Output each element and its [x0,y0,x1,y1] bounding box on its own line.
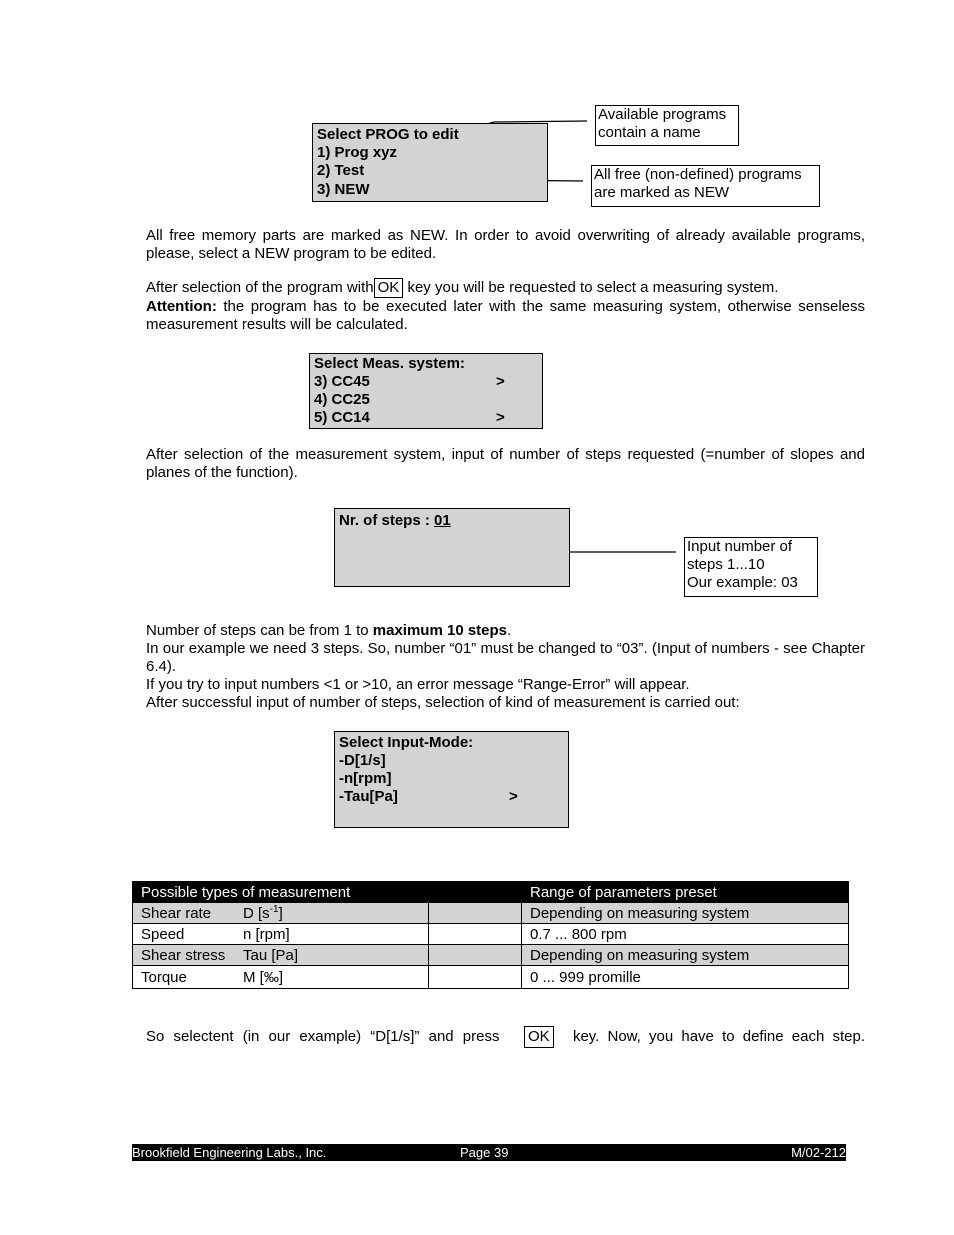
lcd-line: -n[rpm] [339,770,392,787]
para-text: So selectent (in our example) “D[1/s]” and press [146,1028,500,1045]
lcd-select-input-mode [334,731,569,828]
callout-line: All free (non-defined) programs [594,166,802,183]
table-header-cell: Range of parameters preset [522,882,849,903]
footer-company: Brookfield Engineering Labs., Inc. [132,1145,327,1160]
para-text: If you try to input numbers <1 or >10, an error message “Range-Error” will appear. [146,676,690,693]
table-header-cell [429,882,522,903]
para-text: After successful input of number of steps, selection of kind of measurement is carried out: [146,694,740,711]
table-cell-range: Depending on measuring system [522,945,849,966]
footer-page-number: Page 39 [460,1145,509,1160]
callout-line: are marked as NEW [594,184,730,201]
table-cell-range: 0.7 ... 800 rpm [522,924,849,945]
callout-line: Available programs [598,106,727,123]
table-cell-range: 0 ... 999 promille [522,966,849,989]
steps-value: 01 [434,512,451,529]
lcd-nr-of-steps [334,508,570,587]
table-row [133,966,849,989]
steps-label: Nr. of steps : [339,512,435,529]
footer-doc-id: M/02-212 [791,1145,846,1160]
para-bold: maximum 10 steps [372,622,508,639]
para-text: key. Now, you have to define each step. [572,1028,865,1045]
table-row [133,924,849,945]
attention-label: Attention: [146,298,217,315]
table-cell-empty [429,966,522,989]
measurement-types-table [132,881,849,989]
table-cell-type: Shear rate D $[s^{-1}]$ [133,903,429,924]
paragraph-free-memory: All free memory parts are marked as NEW. In order to avoid overwriting of already available programs, please, select a NEW program to be edited. [146,227,865,262]
lcd-title: Select Meas. system: [314,355,465,372]
table-cell-empty [429,924,522,945]
table-cell-empty [429,903,522,924]
para-text: After selection of the program with [146,279,374,296]
lcd-line: -Tau[Pa] [339,788,398,805]
table-row [133,903,849,924]
table-cell-type: Shear stress Tau [Pa] [133,945,429,966]
paragraph-select-system [146,278,865,334]
para-text: Number of steps can be from 1 to [146,622,373,639]
callout-free-programs [591,165,820,207]
callout-input-number [684,537,818,597]
para-text: In our example we need 3 steps. So, number “01” must be changed to “03”. (Input of numbers - see Chapter 6.4). [146,640,865,675]
lcd-arrow: > [496,409,505,426]
callout-line: Our example: 03 [687,574,798,591]
lcd-arrow: > [496,373,505,390]
lcd-line: 4) CC25 [314,391,370,408]
ok-key-label: OK [524,1026,554,1048]
lcd-arrow: > [509,788,518,805]
lcd-line: -D[1/s] [339,752,386,769]
table-header-cell: Possible types of measurement [133,882,429,903]
lcd-line: 2) Test [317,162,365,179]
page-footer [132,1144,846,1161]
lcd-line: 5) CC14 [314,409,370,426]
table-header-row [133,882,849,903]
table-cell-range: Depending on measuring system [522,903,849,924]
paragraph-number-of-steps: After selection of the measurement system, input of number of steps requested (=number of slopes and planes of the function). [146,446,865,481]
paragraph-select-and-press-ok [146,1026,865,1048]
para-text: key you will be requested to select a measuring system. [403,279,779,296]
lcd-select-meas-system [309,353,543,429]
paragraph-steps-range [146,622,865,712]
para-text: . [507,622,512,639]
lcd-line: Select PROG to edit [317,126,459,143]
lcd-line: 3) CC45 [314,373,370,390]
lcd-select-prog [312,123,548,202]
lcd-title: Select Input-Mode: [339,734,474,751]
table-cell-type: Speed n [rpm] [133,924,429,945]
callout-line: steps 1...10 [687,556,765,573]
callout-line: contain a name [598,124,701,141]
lcd-line [339,512,451,530]
lcd-line: 1) Prog xyz [317,144,398,161]
callout-line: Input number of [687,538,793,555]
table-row [133,945,849,966]
callout-available-programs [595,105,739,146]
ok-key-label: OK [374,278,404,298]
table-cell-type: Torque M [‰] [133,966,429,989]
table-cell-empty [429,945,522,966]
para-text: the program has to be executed later with the same measuring system, otherwise senseless measurement results will be calculated. [146,298,865,333]
lcd-line: 3) NEW [317,181,370,198]
